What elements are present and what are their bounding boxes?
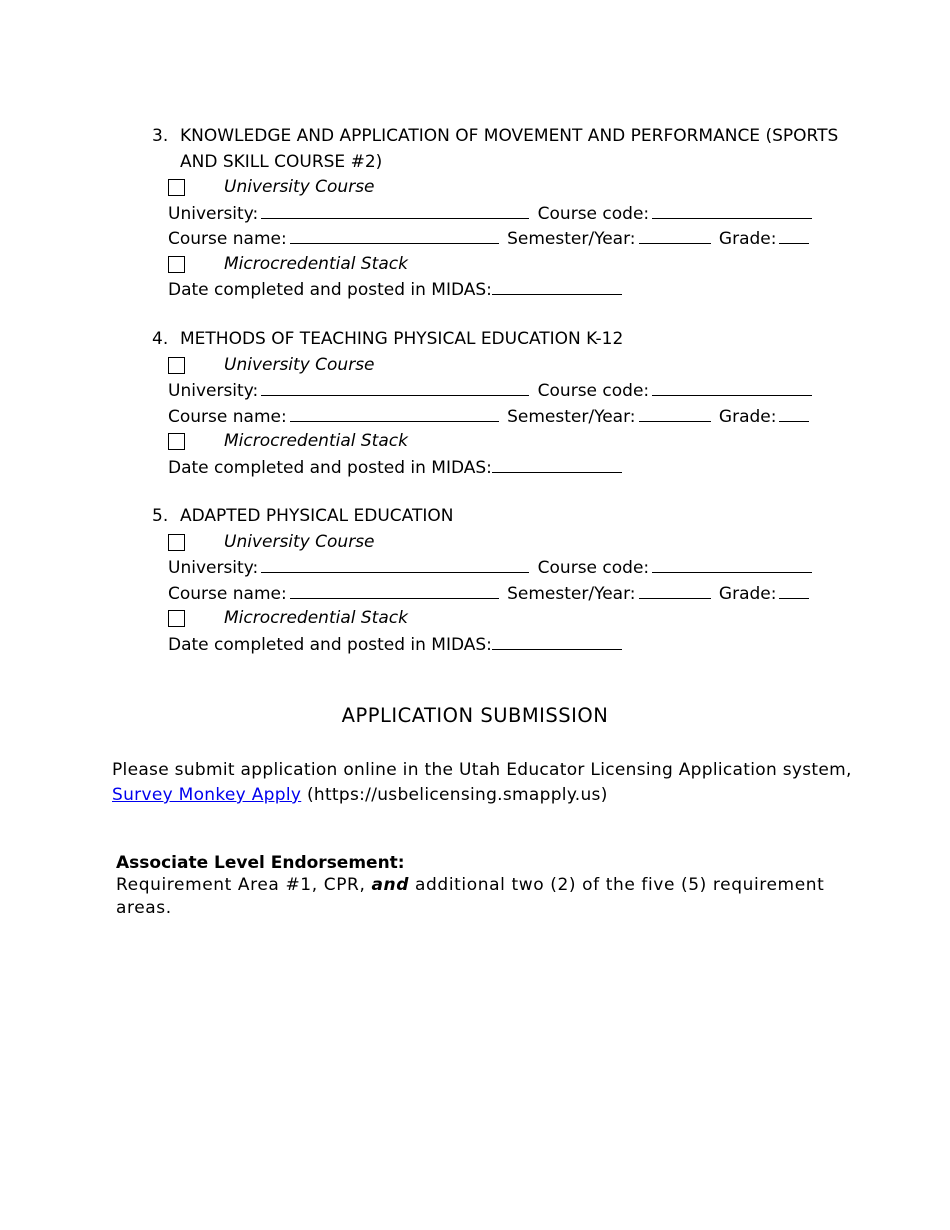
section-number: 3. <box>152 126 169 146</box>
course-name-field[interactable] <box>290 404 499 422</box>
section-title: ADAPTED PHYSICAL EDUCATION <box>180 506 454 526</box>
microcredential-option <box>168 606 842 632</box>
grade-label: Grade: <box>718 229 777 249</box>
course-name-field[interactable] <box>290 581 499 599</box>
semester-field[interactable] <box>639 226 711 244</box>
semester-label: Semester/Year: <box>507 583 636 604</box>
endorsement-text-start: Requirement Area #1, CPR, <box>116 875 372 895</box>
university-course-label: University Course <box>224 531 375 552</box>
microcredential-label: Microcredential Stack <box>224 253 408 274</box>
course-code-field[interactable] <box>652 378 812 396</box>
microcredential-checkbox[interactable] <box>168 433 185 450</box>
microcredential-label: Microcredential Stack <box>224 431 408 451</box>
grade-field[interactable] <box>779 404 809 422</box>
grade-label: Grade: <box>718 406 777 427</box>
microcredential-label: Microcredential Stack <box>224 608 408 628</box>
date-field[interactable] <box>492 277 622 295</box>
university-course-checkbox[interactable] <box>168 357 185 374</box>
requirement-section-4 <box>152 327 842 480</box>
section-heading <box>152 327 842 353</box>
university-course-checkbox[interactable] <box>168 179 185 196</box>
microcredential-option <box>168 429 842 455</box>
course-name-field[interactable] <box>290 226 499 244</box>
grade-field[interactable] <box>779 581 809 599</box>
date-row <box>168 277 842 303</box>
course-code-field[interactable] <box>652 555 812 573</box>
microcredential-checkbox[interactable] <box>168 610 185 627</box>
course-code-label: Course code: <box>537 203 650 224</box>
course-name-label: Course name: <box>168 583 287 604</box>
date-label: Date completed and posted in MIDAS: <box>168 634 492 655</box>
semester-label: Semester/Year: <box>507 229 636 249</box>
survey-monkey-apply-link[interactable]: Survey Monkey Apply <box>112 785 302 805</box>
microcredential-checkbox[interactable] <box>168 256 185 273</box>
university-course-checkbox[interactable] <box>168 534 185 551</box>
microcredential-option <box>168 252 842 278</box>
semester-field[interactable] <box>639 404 711 422</box>
university-course-label: University Course <box>224 354 375 375</box>
course-name-row <box>168 581 842 607</box>
course-name-label: Course name: <box>168 229 287 249</box>
endorsement-title: Associate Level Endorsement: <box>116 853 405 873</box>
university-label: University: <box>168 381 259 401</box>
course-name-row <box>168 404 842 430</box>
instructions-text: Please submit application online in the Utah Educator Licensing Application system, <box>112 760 852 780</box>
date-field[interactable] <box>492 455 622 473</box>
university-label: University: <box>168 203 259 224</box>
section-number: 4. <box>152 329 169 349</box>
date-row <box>168 632 842 658</box>
requirement-section-5 <box>152 504 842 657</box>
university-course-option <box>168 353 842 379</box>
course-code-label: Course code: <box>537 558 650 578</box>
semester-field[interactable] <box>639 581 711 599</box>
grade-label: Grade: <box>718 583 777 604</box>
course-code-label: Course code: <box>537 381 650 401</box>
section-heading <box>152 504 842 530</box>
endorsement-text-end: additional two (2) of the five (5) requirement areas. <box>116 875 825 918</box>
course-name-label: Course name: <box>168 406 287 427</box>
requirement-section-3 <box>152 124 842 303</box>
associate-endorsement <box>116 852 856 920</box>
date-field[interactable] <box>492 632 622 650</box>
endorsement-text <box>116 874 856 920</box>
endorsement-emphasis: and <box>371 875 410 895</box>
submission-instructions <box>112 758 852 808</box>
course-code-field[interactable] <box>652 201 812 219</box>
application-submission-heading: APPLICATION SUBMISSION <box>341 704 609 727</box>
university-course-option <box>168 530 842 556</box>
section-title: KNOWLEDGE AND APPLICATION OF MOVEMENT AND PERFORMANCE (SPORTS AND SKILL COURSE #2) <box>180 126 839 172</box>
course-name-row <box>168 226 842 252</box>
section-heading <box>152 124 842 175</box>
university-row <box>168 555 842 581</box>
university-field[interactable] <box>261 555 529 573</box>
university-field[interactable] <box>261 378 529 396</box>
university-label: University: <box>168 558 259 578</box>
date-label: Date completed and posted in MIDAS: <box>168 280 492 300</box>
university-row <box>168 378 842 404</box>
semester-label: Semester/Year: <box>507 406 636 427</box>
university-row <box>168 201 842 227</box>
university-field[interactable] <box>261 201 529 219</box>
date-row <box>168 455 842 481</box>
university-course-option <box>168 175 842 201</box>
section-number: 5. <box>152 506 169 526</box>
date-label: Date completed and posted in MIDAS: <box>168 457 492 478</box>
instructions-url-text: (https://usbelicensing.smapply.us) <box>301 785 608 805</box>
grade-field[interactable] <box>779 226 809 244</box>
section-title: METHODS OF TEACHING PHYSICAL EDUCATION K-12 <box>180 329 624 349</box>
university-course-label: University Course <box>224 177 375 197</box>
